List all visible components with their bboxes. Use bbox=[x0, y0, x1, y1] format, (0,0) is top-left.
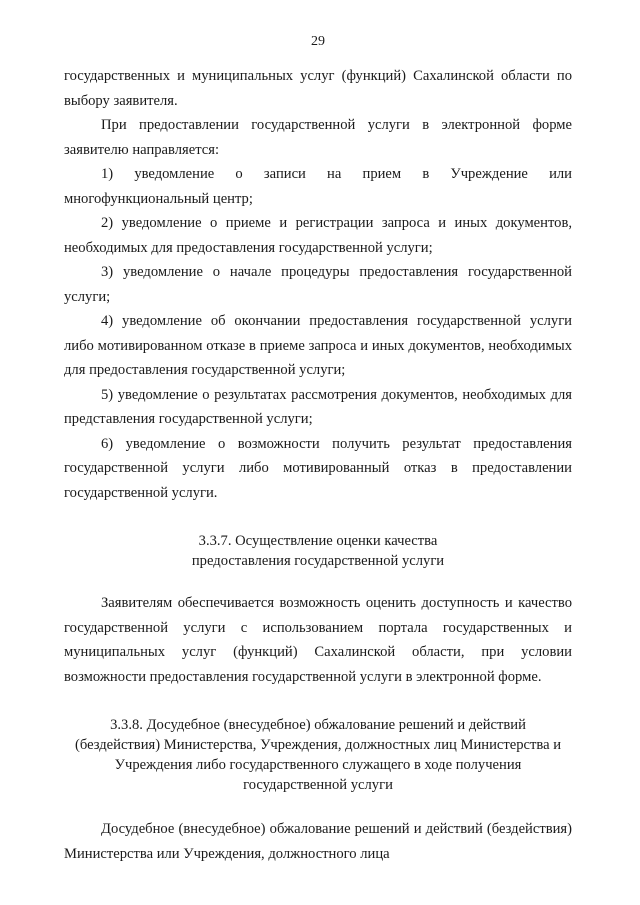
paragraph-electronic-form: При предоставлении государственной услуги в электронной форме заявителю направляется: bbox=[64, 117, 572, 158]
list-item-2: 2) уведомление о приеме и регистрации запроса и иных документов, необходимых для предоставления государственной услуги; bbox=[64, 215, 572, 256]
list-item-4: 4) уведомление об окончании предоставления государственной услуги либо мотивированном отказе в приеме запроса и иных документов, необходимых для предоставления государственной услуги; bbox=[64, 313, 572, 378]
page-number: 29 bbox=[311, 34, 325, 49]
section-338-heading-line4: государственной услуги bbox=[243, 777, 393, 793]
section-338-body: Досудебное (внесудебное) обжалование решений и действий (бездействия) Министерства или Учреждения, должностного лица bbox=[64, 821, 572, 862]
section-338-heading-line2: (бездействия) Министерства, Учреждения, должностных лиц Министерства и bbox=[74, 737, 562, 753]
list-item-3: 3) уведомление о начале процедуры предоставления государственной услуги; bbox=[64, 264, 572, 305]
section-337-heading-line2: предоставления государственной услуги bbox=[191, 553, 445, 569]
list-item-6: 6) уведомление о возможности получить результат предоставления государственной услуги либо мотивированный отказ в предоставлении государственной услуги. bbox=[64, 435, 572, 501]
section-338-heading-line3: Учреждения либо государственного служащего в ходе получения bbox=[114, 757, 522, 773]
list-item-1: 1) уведомление о записи на прием в Учреждение или многофункциональный центр; bbox=[64, 166, 572, 207]
section-337-body: Заявителям обеспечивается возможность оценить доступность и качество государственной услуги с использованием портала государственных и муниципальных услуг (функций) Сахалинской области, при условии возможности предоставления государственной услуги в электронной форме. bbox=[64, 595, 572, 685]
section-338-heading bbox=[64, 715, 572, 795]
section-337-heading bbox=[64, 531, 572, 571]
paragraph-continuation: государственных и муниципальных услуг (функций) Сахалинской области по выбору заявителя. bbox=[64, 68, 572, 109]
section-338-heading-line1: 3.3.8. Досудебное (внесудебное) обжалование решений и действий bbox=[110, 717, 526, 733]
list-item-5: 5) уведомление о результатах рассмотрения документов, необходимых для представления государственной услуги; bbox=[64, 386, 572, 427]
section-337-heading-line1: 3.3.7. Осуществление оценки качества bbox=[198, 533, 438, 549]
